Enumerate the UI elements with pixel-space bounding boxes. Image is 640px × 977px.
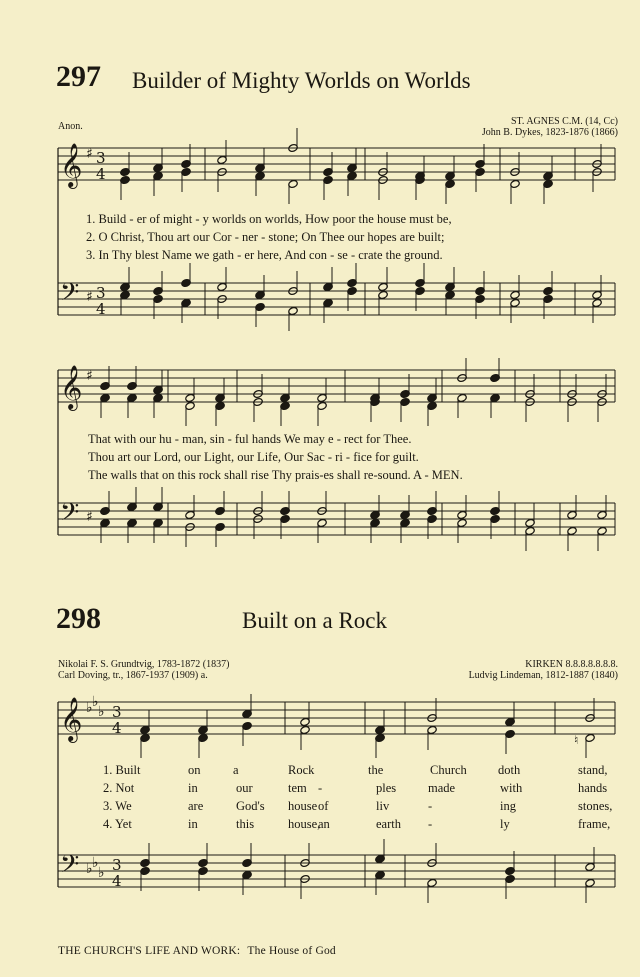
key-signature-flat: ♭	[86, 700, 93, 716]
hymn-297-tune: ST. AGNES C.M. (14, Cc)	[510, 116, 618, 127]
hymn-298-lyric-word: 1. Built	[103, 763, 141, 777]
hymn-298-lyric-word: tem	[288, 781, 307, 795]
hymn-298-lyric-word: 3. We	[103, 799, 132, 813]
treble-clef: 𝄞	[60, 697, 83, 741]
hymn-298-lyric-word: stones,	[578, 799, 613, 813]
hymn-298-lyric-word: -	[428, 817, 433, 831]
hymn-298-lyric-word: -	[318, 781, 323, 795]
hymn-298-lyric-word: this	[236, 817, 255, 831]
hymn-298-lyric-word: are	[188, 799, 204, 813]
key-signature-flat: ♭	[98, 865, 105, 881]
time-signature: 4	[96, 300, 106, 318]
time-signature: 3	[96, 149, 106, 167]
hymn-298-lyric-word: hands	[578, 781, 608, 795]
hymn-298-composer: Ludvig Lindeman, 1812-1887 (1840)	[468, 670, 618, 681]
hymn-298-lyric-word: house,	[288, 817, 321, 831]
natural-sign: ♮	[574, 733, 579, 747]
hymn-297-system2-lyric-verse1: That with our hu - man, sin - ful hands We may e - rect for Thee.	[88, 432, 412, 446]
treble-clef: 𝄞	[60, 143, 83, 187]
hymn-298-lyric-word: ing	[500, 799, 516, 813]
hymn-298-lyric-word: Rock	[288, 763, 315, 777]
key-signature-flat: ♭	[92, 855, 99, 871]
time-signature: 3	[96, 284, 106, 302]
hymn-298-lyric-word: on	[188, 763, 201, 777]
hymn-298-lyric-word: the	[368, 763, 384, 777]
hymn-298-title: Built on a Rock	[242, 608, 388, 633]
hymn-298-lyric-word: frame,	[578, 817, 611, 831]
hymn-297-author: Anon.	[58, 121, 83, 132]
treble-clef: 𝄞	[60, 365, 83, 409]
hymn-298-lyric-word: God's	[236, 799, 265, 813]
hymn-297-system1-lyric-verse2: 2. O Christ, Thou art our Cor - ner - stone; On Thee our hopes are built;	[86, 230, 445, 244]
hymn-298-author-line2: Carl Doving, tr., 1867-1937 (1909) a.	[58, 670, 208, 681]
key-signature-sharp: ♯	[86, 509, 93, 525]
footer-subsection: The House of God	[247, 945, 336, 957]
hymn-297-number: 297	[56, 60, 101, 93]
key-signature-sharp: ♯	[86, 289, 93, 305]
hymn-298-lyric-word: with	[500, 781, 523, 795]
hymn-298-lyric-word: a	[233, 763, 239, 777]
hymn-297-system2-lyric-verse2: Thou art our Lord, our Light, our Life, Our Sac - ri - fice for guilt.	[88, 450, 419, 464]
hymn-298-lyric-word: stand,	[578, 763, 608, 777]
hymn-298-lyric-word: -	[428, 799, 433, 813]
hymn-297-system1-lyric-verse3: 3. In Thy blest Name we gath - er here, And con - se - crate the ground.	[86, 248, 443, 262]
hymn-298-lyric-word: 4. Yet	[103, 817, 132, 831]
hymn-298-lyric-word: Church	[430, 763, 467, 777]
hymn-298-lyric-word: liv	[376, 799, 390, 813]
bass-clef: 𝄢	[60, 850, 80, 885]
hymn-298-lyric-word: doth	[498, 763, 521, 777]
hymn-298-lyric-word: an	[318, 817, 330, 831]
hymn-297-system2-lyric-verse3: The walls that on this rock shall rise Thy prais-es shall re-sound. A - MEN.	[88, 468, 463, 482]
footer-section: THE CHURCH'S LIFE AND WORK:	[58, 945, 241, 957]
hymn-298-author-line1: Nikolai F. S. Grundtvig, 1783-1872 (1837)	[58, 659, 230, 670]
hymn-298-tune: KIRKEN 8.8.8.8.8.8.8.	[525, 659, 618, 670]
hymn-298-lyric-word: made	[428, 781, 456, 795]
hymn-297-system1-lyric-verse1: 1. Build - er of might - y worlds on worlds, How poor the house must be,	[86, 212, 452, 226]
key-signature-flat: ♭	[86, 861, 93, 877]
time-signature: 4	[112, 719, 122, 737]
hymn-298-lyric-word: in	[188, 781, 198, 795]
key-signature-sharp: ♯	[86, 146, 93, 162]
hymn-298-number: 298	[56, 602, 101, 635]
natural-sign: ♮	[372, 516, 377, 530]
bass-clef: 𝄢	[60, 278, 80, 313]
time-signature: 3	[112, 856, 122, 874]
hymn-297-title: Builder of Mighty Worlds on Worlds	[132, 68, 471, 93]
bass-clef: 𝄢	[60, 498, 80, 533]
time-signature: 3	[112, 703, 122, 721]
hymn-298-lyric-word: our	[236, 781, 253, 795]
hymn-298-lyric-word: ples	[376, 781, 397, 795]
hymn-298-lyric-word: 2. Not	[103, 781, 135, 795]
key-signature-flat: ♭	[98, 704, 105, 720]
page-footer	[58, 945, 336, 957]
hymn-298-lyric-word: in	[188, 817, 198, 831]
key-signature-sharp: ♯	[86, 368, 93, 384]
hymn-297-composer: John B. Dykes, 1823-1876 (1866)	[481, 127, 618, 138]
key-signature-flat: ♭	[92, 694, 99, 710]
hymn-298-lyric-word: ly	[500, 817, 510, 831]
hymn-298-lyric-word: of	[318, 799, 329, 813]
time-signature: 4	[96, 165, 106, 183]
time-signature: 4	[112, 872, 122, 890]
hymn-298-lyric-word: earth	[376, 817, 401, 831]
hymn-298-lyric-word: house	[288, 799, 318, 813]
